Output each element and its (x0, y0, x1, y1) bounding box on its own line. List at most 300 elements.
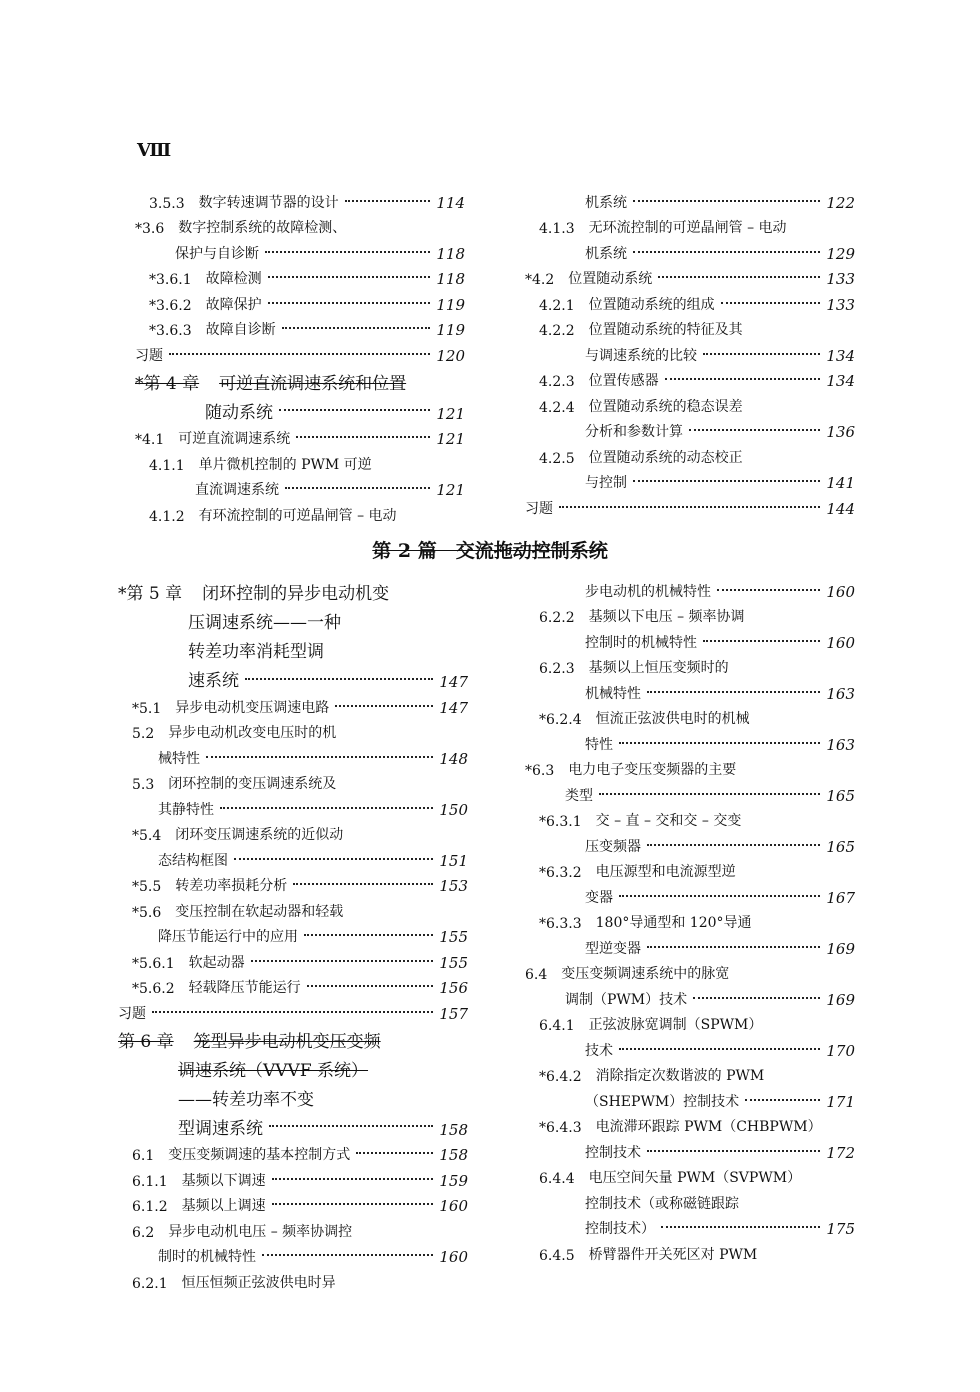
toc-entry (118, 870, 468, 896)
toc-entry (118, 1110, 468, 1139)
toc-entry-page: 141 (826, 474, 855, 492)
toc-entry-number: 6.4.4 (539, 1171, 575, 1187)
toc-entry-number: 6.2.1 (132, 1275, 168, 1292)
toc-entry-title: 位置随动系统的特征及其 (588, 322, 743, 338)
toc-entry-title: 制时的机械特性 (158, 1249, 256, 1265)
toc-entry-page: 148 (439, 749, 468, 768)
toc-entry (525, 907, 855, 933)
dot-leader (693, 997, 820, 999)
toc-entry-title: 180°导通型和 120°导通 (595, 915, 752, 931)
toc-entry-number: 3.5.3 (149, 195, 185, 212)
toc-entry-number: 4.2.2 (539, 323, 575, 339)
toc-entry-title: 异步电动机改变电压时的机 (168, 725, 337, 741)
toc-entry-title: 与调速系统的比较 (585, 347, 697, 364)
toc-entry (525, 830, 855, 856)
toc-entry-page: 134 (826, 372, 855, 390)
toc-entry-number: 6.1.2 (132, 1199, 168, 1215)
toc-entry (525, 932, 855, 958)
toc-entry-title: 桥臂器件开关死区对 PWM (588, 1246, 758, 1263)
toc-entry (525, 339, 855, 365)
toc-entry (118, 1241, 468, 1267)
toc-entry-page: 170 (826, 1041, 855, 1060)
toc-entry-title: 笼型异步电动机变压变频 (193, 1031, 381, 1052)
toc-entry-page: 134 (826, 346, 855, 365)
toc-entry (525, 1162, 855, 1188)
toc-entry-number: *第 5 章 (118, 584, 183, 604)
dot-leader (703, 353, 820, 355)
toc-entry-page: 121 (436, 481, 465, 499)
toc-entry (118, 742, 468, 768)
toc-entry-number: 4.1.3 (539, 221, 575, 237)
toc-entry-page: 119 (436, 295, 465, 314)
toc-entry-page: 157 (439, 1004, 468, 1023)
toc-entry-number: 4.1.2 (149, 508, 185, 525)
toc-column-bottom-right (525, 575, 855, 1264)
toc-entry-title: 恒压恒频正弦波供电时异 (181, 1274, 336, 1291)
toc-entry-title: 电压源型和电流源型逆 (595, 864, 736, 880)
toc-entry-page: 167 (826, 888, 855, 907)
toc-entry (118, 946, 468, 972)
toc-entry-title: 恒流正弦波供电时的机械 (595, 711, 750, 727)
toc-entry (525, 856, 855, 882)
toc-entry-title: 交 – 直 – 交和交 – 交变 (595, 813, 742, 829)
toc-entry-title: 变压控制在软起动器和轻载 (175, 903, 344, 920)
toc-entry-number: *6.4.2 (539, 1069, 582, 1085)
toc-entry-page: 147 (439, 698, 468, 717)
toc-entry-title: 电流滞环跟踪 PWM（CHBPWM） (595, 1119, 822, 1135)
toc-entry (118, 1266, 468, 1292)
toc-entry-title: 数字控制系统的故障检测、 (178, 220, 347, 236)
toc-entry-page: 151 (439, 851, 468, 870)
toc-entry-title: 基频以下电压 – 频率协调 (588, 609, 745, 625)
toc-entry-page: 133 (826, 295, 855, 314)
toc-entry (525, 416, 855, 442)
toc-entry-title: 特性 (585, 736, 613, 753)
toc-entry-number: *6.3.1 (539, 814, 582, 830)
toc-entry (525, 1085, 855, 1111)
toc-column-top-left (135, 186, 465, 525)
dot-leader (717, 589, 820, 591)
toc-entry-number: 习题 (118, 1005, 146, 1022)
toc-entry-number: 6.1.1 (132, 1173, 168, 1190)
dot-leader (282, 327, 431, 329)
toc-entry-number: *5.6.1 (132, 955, 175, 972)
toc-entry-page: 153 (439, 877, 468, 895)
toc-entry (135, 314, 465, 340)
toc-entry-title: 随动系统 (205, 402, 273, 423)
toc-entry-number: *6.3 (525, 763, 555, 779)
toc-entry-page: 160 (439, 1197, 468, 1215)
toc-entry (525, 958, 855, 984)
toc-entry-page: 144 (826, 499, 855, 518)
toc-entry-title: 控制技术） (585, 1221, 655, 1237)
toc-entry-number: 6.1 (132, 1148, 155, 1164)
toc-entry-title: 闭环控制的异步电动机变 (202, 584, 390, 604)
dot-leader (661, 1226, 820, 1228)
toc-entry (135, 263, 465, 289)
toc-entry (525, 983, 855, 1009)
toc-entry (525, 805, 855, 831)
dot-leader (633, 200, 820, 202)
dot-leader (206, 756, 433, 758)
toc-entry-number: 5.2 (132, 726, 155, 742)
dot-leader (619, 1048, 820, 1050)
toc-entry (525, 1187, 855, 1213)
dot-leader (599, 793, 820, 795)
toc-entry (118, 662, 468, 691)
toc-entry-title: 软起动器 (188, 954, 245, 971)
toc-entry (525, 365, 855, 391)
toc-entry-title: 类型 (565, 787, 593, 804)
toc-entry (118, 768, 468, 794)
toc-entry (118, 604, 468, 633)
toc-entry-page: 118 (436, 270, 465, 288)
toc-entry-title: 其静特性 (158, 801, 214, 818)
toc-entry (525, 492, 855, 518)
toc-entry-number: *3.6 (135, 221, 165, 237)
toc-entry-title: 调制（PWM）技术 (565, 991, 688, 1008)
toc-entry-number: *6.4.3 (539, 1120, 582, 1136)
toc-entry-title: 故障检测 (205, 271, 262, 287)
dot-leader (335, 705, 433, 707)
toc-entry-title: 位置随动系统的动态校正 (588, 449, 743, 466)
toc-entry-page: 121 (436, 404, 465, 423)
toc-entry-title: 位置随动系统 (568, 271, 653, 287)
toc-entry-page: 175 (826, 1220, 855, 1238)
toc-entry-page: 160 (826, 582, 855, 601)
toc-entry-title: 基频以下调速 (181, 1172, 266, 1189)
toc-entry-page: 158 (439, 1146, 468, 1164)
toc-entry (118, 1023, 468, 1052)
toc-entry-title: 位置随动系统的组成 (588, 296, 715, 313)
toc-entry-page: 163 (826, 735, 855, 754)
toc-entry (118, 1052, 468, 1081)
toc-entry-page: 169 (826, 990, 855, 1009)
toc-entry-page: 122 (826, 193, 855, 212)
toc-entry-title: 正弦波脉宽调制（SPWM） (588, 1017, 763, 1033)
toc-entry-title: 型逆变器 (585, 940, 641, 957)
toc-entry-title: 态结构框图 (158, 852, 228, 869)
dot-leader (307, 985, 434, 987)
dot-leader (279, 409, 430, 411)
dot-leader (251, 960, 434, 962)
toc-entry-number: 第 6 章 (118, 1031, 174, 1052)
toc-entry-title: 消除指定次数谐波的 PWM (595, 1068, 765, 1084)
toc-entry-page: 133 (826, 270, 855, 288)
toc-entry-page: 150 (439, 800, 468, 819)
toc-entry (118, 633, 468, 662)
toc-entry (525, 779, 855, 805)
toc-entry-number: *6.3.2 (539, 865, 582, 881)
toc-entry (118, 997, 468, 1023)
toc-entry (525, 263, 855, 289)
toc-entry (525, 728, 855, 754)
toc-entry (118, 1139, 468, 1165)
dot-leader (658, 276, 820, 278)
toc-entry (525, 626, 855, 652)
toc-entry-title: 型调速系统 (178, 1118, 263, 1139)
toc-entry-title: 位置随动系统的稳态误差 (588, 398, 743, 415)
toc-entry-page: 169 (826, 939, 855, 958)
toc-entry (135, 186, 465, 212)
toc-entry-title: 闭环变压调速系统的近似动 (175, 827, 344, 843)
dot-leader (262, 1254, 433, 1256)
dot-leader (272, 1203, 434, 1205)
dot-leader (633, 480, 820, 482)
toc-entry (525, 703, 855, 729)
dot-leader (647, 691, 820, 693)
toc-entry (525, 1009, 855, 1035)
toc-entry-title: 变压变频调速的基本控制方式 (168, 1147, 351, 1163)
toc-entry-number: *6.3.3 (539, 916, 582, 932)
toc-entry-title: 有环流控制的可逆晶闸管 – 电动 (198, 507, 397, 524)
toc-entry-number: 4.2.3 (539, 374, 575, 390)
dot-leader (304, 934, 433, 936)
toc-entry (525, 677, 855, 703)
toc-entry (525, 881, 855, 907)
toc-entry-page: 136 (826, 423, 855, 441)
dot-leader (285, 487, 430, 489)
toc-entry-title: 异步电动机变压调速电路 (175, 699, 330, 716)
toc-entry (118, 1215, 468, 1241)
toc-column-top-right (525, 186, 855, 518)
dot-leader (619, 895, 820, 897)
dot-leader (665, 378, 821, 380)
toc-entry-page: 163 (826, 684, 855, 703)
toc-entry-number: *4.2 (525, 272, 555, 288)
toc-entry (525, 652, 855, 678)
toc-entry-title: 轻载降压节能运行 (188, 980, 301, 996)
toc-entry (118, 895, 468, 921)
toc-entry-title: ——转差功率不变 (178, 1089, 314, 1110)
toc-entry-number: *第 4 章 (135, 373, 200, 394)
toc-entry-number: *3.6.1 (149, 272, 192, 288)
toc-entry-title: 闭环控制的变压调速系统及 (168, 776, 337, 792)
dot-leader (345, 200, 431, 202)
dot-leader (272, 1178, 434, 1180)
toc-entry (118, 717, 468, 743)
dot-leader (268, 302, 431, 304)
dot-leader (721, 302, 821, 304)
dot-leader (268, 276, 431, 278)
dot-leader (296, 436, 430, 438)
toc-entry (525, 441, 855, 467)
toc-entry-page: 158 (439, 1120, 468, 1139)
toc-entry (135, 365, 465, 394)
toc-entry-title: 分析和参数计算 (585, 424, 683, 440)
toc-entry-number: 6.4.1 (539, 1018, 575, 1034)
toc-entry (118, 972, 468, 998)
toc-entry (118, 1190, 468, 1216)
toc-entry-title: 控制时的机械特性 (585, 634, 697, 651)
toc-entry-title: 变压变频调速系统中的脉宽 (561, 966, 730, 982)
toc-entry-page: 171 (826, 1092, 855, 1111)
toc-entry (525, 467, 855, 493)
toc-entry (118, 1081, 468, 1110)
toc-entry (525, 1213, 855, 1239)
toc-entry (135, 499, 465, 525)
dot-leader (293, 883, 433, 885)
dot-leader (703, 640, 820, 642)
toc-entry-title: 直流调速系统 (195, 482, 279, 498)
toc-entry (525, 212, 855, 238)
toc-entry (525, 1238, 855, 1264)
toc-entry (135, 448, 465, 474)
dot-leader (559, 506, 820, 508)
toc-entry-title: 速系统 (188, 671, 239, 691)
dot-leader (169, 353, 430, 355)
toc-entry-title: 机械特性 (585, 685, 641, 702)
toc-entry (525, 186, 855, 212)
toc-entry-number: 4.2.5 (539, 450, 575, 467)
toc-entry (525, 1136, 855, 1162)
part-title: 第 2 篇 交流拖动控制系统 (372, 540, 608, 562)
toc-entry-title: 保护与自诊断 (175, 245, 259, 262)
toc-entry-number: *5.6 (132, 904, 162, 921)
dot-leader (269, 1125, 433, 1127)
toc-entry-number: *4.1 (135, 432, 165, 448)
toc-entry-number: 6.2.3 (539, 661, 575, 677)
toc-entry-number: 4.2.4 (539, 399, 575, 416)
toc-entry (525, 754, 855, 780)
toc-entry-page: 160 (826, 633, 855, 652)
toc-entry-page: 120 (436, 346, 465, 365)
toc-entry (118, 819, 468, 845)
toc-entry (525, 288, 855, 314)
toc-entry-number: 4.1.1 (149, 457, 185, 474)
toc-entry-page: 155 (439, 928, 468, 946)
toc-entry (135, 212, 465, 238)
toc-entry-page: 160 (439, 1248, 468, 1266)
toc-entry-number: 6.2 (132, 1224, 155, 1241)
dot-leader (220, 807, 433, 809)
toc-entry-title: 调速系统（VVVF 系统） (178, 1060, 369, 1081)
toc-entry-number: *5.5 (132, 879, 162, 895)
toc-entry (525, 601, 855, 627)
toc-entry-page: 119 (436, 321, 465, 339)
toc-entry-page: 165 (826, 786, 855, 805)
toc-entry-title: 机系统 (585, 245, 627, 262)
toc-entry-title: 基频以上调速 (181, 1198, 266, 1214)
dot-leader (234, 858, 433, 860)
toc-entry-title: 基频以上恒压变频时的 (588, 660, 729, 676)
toc-entry-title: 技术 (585, 1042, 613, 1059)
toc-entry-page: 159 (439, 1171, 468, 1190)
toc-entry-number: *5.6.2 (132, 981, 175, 997)
toc-entry-number: 习题 (525, 500, 553, 517)
toc-entry-title: 可逆直流调速系统 (178, 431, 291, 447)
toc-entry-number: 习题 (135, 347, 163, 364)
toc-entry-number: *3.6.2 (149, 297, 192, 314)
dot-leader (647, 946, 820, 948)
toc-entry (118, 691, 468, 717)
toc-entry (525, 390, 855, 416)
dot-leader (619, 742, 820, 744)
dot-leader (152, 1011, 433, 1013)
toc-entry-page: 165 (826, 837, 855, 856)
dot-leader (633, 251, 820, 253)
dot-leader (245, 678, 433, 680)
toc-entry (118, 1164, 468, 1190)
toc-entry-page: 121 (436, 430, 465, 448)
toc-entry (118, 575, 468, 604)
toc-entry (135, 237, 465, 263)
toc-entry-number: 6.4.5 (539, 1247, 575, 1264)
toc-entry-title: 故障保护 (205, 296, 262, 313)
toc-entry (525, 314, 855, 340)
toc-entry-title: 转差功率损耗分析 (175, 878, 288, 894)
toc-entry (135, 423, 465, 449)
toc-entry-page: 129 (826, 244, 855, 263)
toc-entry (135, 339, 465, 365)
dot-leader (689, 429, 820, 431)
toc-entry-title: 机系统 (585, 194, 627, 211)
toc-entry (525, 1034, 855, 1060)
toc-entry-title: 电力电子变压变频器的主要 (568, 762, 737, 778)
toc-entry-title: 控制技术（或称磁链跟踪 (585, 1195, 739, 1212)
toc-entry-title: 位置传感器 (588, 373, 659, 389)
dot-leader (647, 844, 820, 846)
toc-entry-title: 控制技术 (585, 1144, 641, 1161)
toc-entry-page: 114 (436, 193, 465, 212)
toc-entry-title: 械特性 (158, 750, 200, 767)
toc-entry-number: 5.3 (132, 777, 155, 793)
toc-entry (135, 288, 465, 314)
toc-column-bottom-left (118, 575, 468, 1292)
toc-entry-number: *3.6.3 (149, 323, 192, 339)
toc-entry (118, 793, 468, 819)
toc-entry-number: *6.2.4 (539, 712, 582, 728)
dot-leader (265, 251, 430, 253)
toc-entry-page: 155 (439, 953, 468, 972)
toc-entry-number: 6.2.2 (539, 610, 575, 626)
toc-entry-title: 无环流控制的可逆晶闸管 – 电动 (588, 220, 787, 236)
toc-entry-title: 可逆直流调速系统和位置 (219, 373, 407, 394)
dot-leader (356, 1152, 433, 1154)
toc-entry-page: 172 (826, 1143, 855, 1162)
toc-entry (118, 844, 468, 870)
toc-entry (525, 237, 855, 263)
page-number: Ⅷ (137, 140, 171, 161)
toc-entry-title: 单片微机控制的 PWM 可逆 (198, 456, 372, 473)
toc-entry (135, 394, 465, 423)
toc-entry-title: 转差功率消耗型调 (188, 642, 324, 662)
dot-leader (647, 1150, 820, 1152)
toc-entry (118, 921, 468, 947)
toc-entry-title: 步电动机的机械特性 (585, 583, 711, 600)
toc-entry-title: 与控制 (585, 475, 627, 491)
toc-entry-number: *5.1 (132, 700, 162, 717)
toc-entry (525, 1111, 855, 1137)
toc-entry-title: 异步电动机电压 – 频率协调控 (168, 1223, 353, 1240)
toc-entry (525, 1060, 855, 1086)
toc-entry-page: 156 (439, 979, 468, 997)
toc-entry-title: 电压空间矢量 PWM（SVPWM） (588, 1170, 802, 1186)
toc-entry-page: 118 (436, 244, 465, 263)
toc-entry-title: （SHEPWM）控制技术 (585, 1093, 740, 1110)
toc-entry-title: 数字转速调节器的设计 (198, 194, 339, 211)
toc-entry-title: 变器 (585, 889, 613, 906)
toc-entry-number: *5.4 (132, 828, 162, 844)
toc-entry-title: 压变频器 (585, 838, 641, 855)
toc-entry-page: 147 (439, 673, 468, 691)
toc-entry-number: 6.4 (525, 967, 548, 983)
toc-entry-title: 故障自诊断 (205, 322, 276, 338)
toc-entry-number: 4.2.1 (539, 297, 575, 314)
dot-leader (745, 1099, 820, 1101)
toc-entry (135, 474, 465, 500)
toc-entry-title: 降压节能运行中的应用 (158, 929, 298, 945)
